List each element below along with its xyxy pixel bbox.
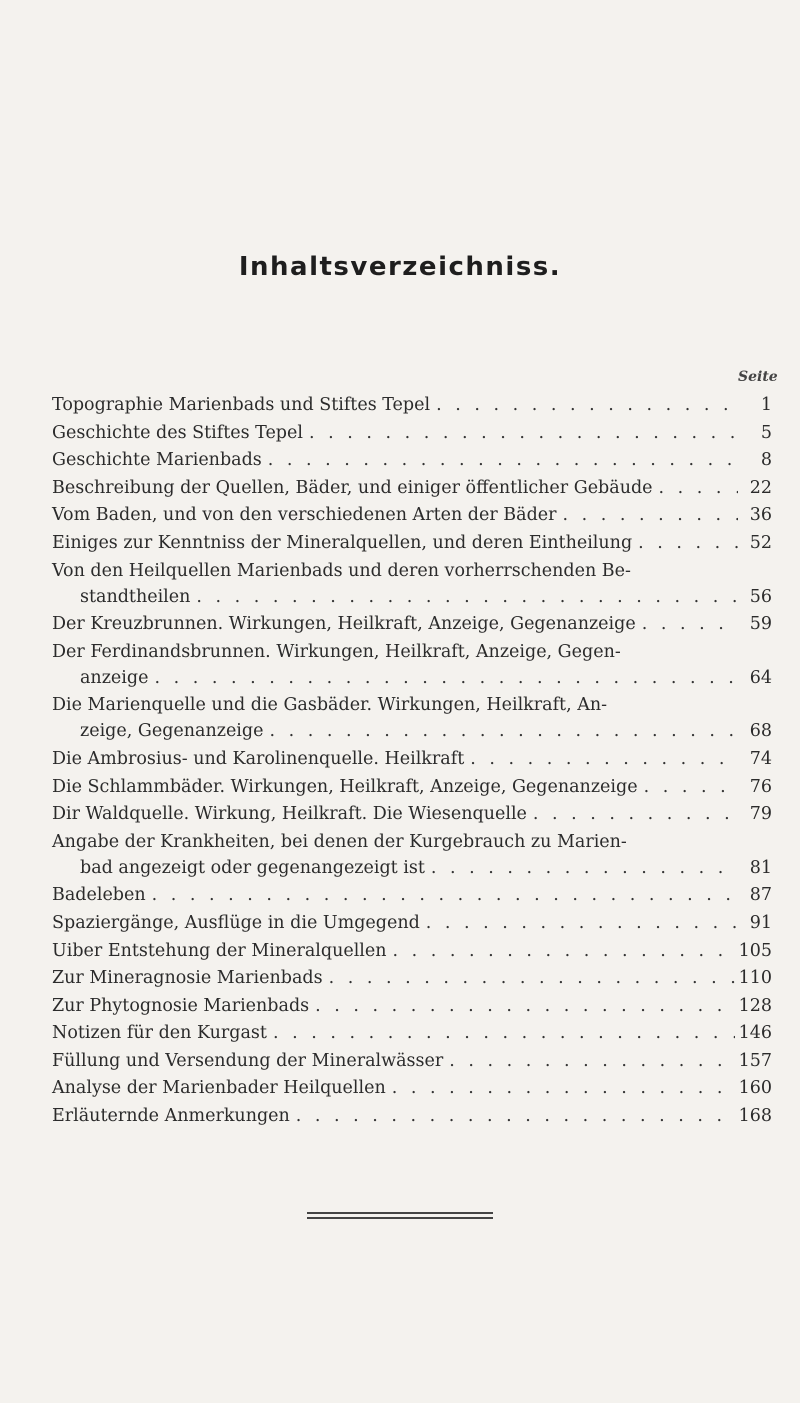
dot-leader <box>303 420 738 446</box>
dot-leader <box>146 882 738 908</box>
toc-entry <box>52 993 772 1019</box>
dot-leader <box>148 665 738 691</box>
toc-page-number: 59 <box>749 614 772 635</box>
toc-entry-title: Notizen für den Kurgast <box>52 1023 267 1044</box>
toc-entry-title-continuation: bad angezeigt oder gegenangezeigt ist <box>80 857 425 878</box>
toc-entry-line <box>52 447 772 473</box>
dot-leader <box>443 1048 734 1074</box>
dot-leader <box>387 938 735 964</box>
toc-entry <box>52 502 772 528</box>
toc-entry <box>52 611 772 637</box>
toc-entry <box>52 910 772 936</box>
toc-entry-line <box>52 392 772 418</box>
toc-page-number: 36 <box>749 505 772 526</box>
toc-entry <box>52 746 772 772</box>
toc-entry <box>52 1103 772 1129</box>
toc-entry <box>52 774 772 800</box>
toc-entry-title: Die Marienquelle und die Gasbäder. Wirkungen, Heilkraft, An- <box>52 695 608 716</box>
closing-rule-top <box>307 1212 493 1214</box>
toc-entry-line <box>52 530 772 556</box>
toc-entry-title: Badeleben <box>52 885 146 906</box>
toc-entry <box>52 1020 772 1046</box>
toc-entry-title: Der Ferdinandsbrunnen. Wirkungen, Heilkraft, Anzeige, Gegen- <box>52 641 621 662</box>
toc-entry-title: Füllung und Versendung der Mineralwässer <box>52 1050 444 1071</box>
toc-entry-line <box>52 639 772 665</box>
toc-entry-line <box>52 502 772 528</box>
toc-entry-title: Erläuternde Anmerkungen <box>52 1106 290 1127</box>
toc-entry-line <box>52 692 772 718</box>
toc-entry <box>52 829 772 881</box>
page-column-label: Seite <box>738 369 778 385</box>
toc-entry-line <box>52 774 772 800</box>
dot-leader <box>420 910 738 936</box>
toc-page-number: 52 <box>749 532 772 553</box>
toc-entry <box>52 558 772 610</box>
toc-entry-title: Zur Mineragnosie Marienbads <box>52 968 323 989</box>
toc-entry <box>52 392 772 418</box>
toc-page-number: 110 <box>738 968 772 989</box>
toc-entry-line <box>52 829 772 855</box>
dot-leader <box>386 1075 735 1101</box>
toc-entry-line <box>52 910 772 936</box>
toc-entry-line <box>52 1075 772 1101</box>
toc-entry-title: Uiber Entstehung der Mineralquellen <box>52 940 387 961</box>
toc-page-number: 8 <box>760 450 772 471</box>
toc-page-number: 79 <box>749 804 772 825</box>
toc-page-number: 146 <box>738 1023 772 1044</box>
dot-leader <box>425 855 738 881</box>
toc-entry <box>52 475 772 501</box>
toc-entry <box>52 882 772 908</box>
dot-leader <box>267 1020 735 1046</box>
toc-entry-title: Zur Phytognosie Marienbads <box>52 995 310 1016</box>
toc-page-number: 81 <box>749 857 772 878</box>
toc-entry-title: Dir Waldquelle. Wirkung, Heilkraft. Die Wiesenquelle <box>52 804 527 825</box>
toc-page-number: 160 <box>738 1078 772 1099</box>
toc-page-number: 76 <box>749 776 772 797</box>
dot-leader <box>309 993 734 1019</box>
table-of-contents <box>52 392 772 1131</box>
toc-entry-title: Geschichte Marienbads <box>52 450 262 471</box>
toc-entry-continuation-line <box>52 584 772 610</box>
dot-leader <box>190 584 738 610</box>
dot-leader <box>527 801 738 827</box>
toc-page-number: 68 <box>749 721 772 742</box>
toc-entry <box>52 639 772 691</box>
toc-page-number: 56 <box>749 586 772 607</box>
toc-entry <box>52 1075 772 1101</box>
toc-page-number: 157 <box>738 1050 772 1071</box>
toc-entry-title: Die Ambrosius- und Karolinenquelle. Heilkraft <box>52 748 465 769</box>
toc-page-number: 5 <box>760 422 772 443</box>
page-title: Inhaltsverzeichniss. <box>238 252 562 282</box>
toc-entry <box>52 1048 772 1074</box>
toc-entry-continuation-line <box>52 855 772 881</box>
toc-page-number: 105 <box>738 940 772 961</box>
dot-leader <box>632 530 738 556</box>
toc-entry-line <box>52 1048 772 1074</box>
toc-entry-continuation-line <box>52 718 772 744</box>
toc-page-number: 87 <box>749 885 772 906</box>
toc-entry-line <box>52 420 772 446</box>
toc-entry-line <box>52 882 772 908</box>
toc-entry-title: Einiges zur Kenntniss der Mineralquellen, und deren Eintheilung <box>52 532 633 553</box>
dot-leader <box>263 718 738 744</box>
toc-page-number: 74 <box>749 748 772 769</box>
toc-entry-title: Von den Heilquellen Marienbads und deren vorherrschenden Be- <box>52 560 631 581</box>
closing-rule-bottom <box>307 1217 493 1219</box>
toc-entry-title: Beschreibung der Quellen, Bäder, und einiger öffentlicher Gebäude <box>52 477 653 498</box>
toc-entry <box>52 938 772 964</box>
toc-entry-title-continuation: zeige, Gegenanzeige <box>80 721 264 742</box>
dot-leader <box>430 392 738 418</box>
toc-entry <box>52 447 772 473</box>
toc-entry-title: Die Schlammbäder. Wirkungen, Heilkraft, Anzeige, Gegenanzeige <box>52 776 638 797</box>
toc-page-number: 91 <box>749 912 772 933</box>
toc-entry-line <box>52 475 772 501</box>
toc-entry-title: Topographie Marienbads und Stiftes Tepel <box>52 395 431 415</box>
toc-entry <box>52 420 772 446</box>
dot-leader <box>557 502 739 528</box>
toc-entry-line <box>52 965 772 991</box>
toc-entry <box>52 530 772 556</box>
toc-entry-line <box>52 801 772 827</box>
toc-entry-line <box>52 611 772 637</box>
toc-entry-title-continuation: anzeige <box>80 667 149 688</box>
dot-leader <box>290 1103 735 1129</box>
dot-leader <box>323 965 735 991</box>
toc-page-number: 64 <box>749 667 772 688</box>
dot-leader <box>464 746 738 772</box>
toc-entry-title: Geschichte des Stiftes Tepel <box>52 422 303 443</box>
toc-entry-line <box>52 938 772 964</box>
toc-entry-line <box>52 993 772 1019</box>
toc-entry-title: Analyse der Marienbader Heilquellen <box>52 1078 386 1099</box>
toc-entry-title: Vom Baden, und von den verschiedenen Arten der Bäder <box>52 505 557 526</box>
toc-entry-line <box>52 1020 772 1046</box>
toc-page-number: 128 <box>738 995 772 1016</box>
toc-entry-line <box>52 746 772 772</box>
toc-entry-title: Der Kreuzbrunnen. Wirkungen, Heilkraft, Anzeige, Gegenanzeige <box>52 614 636 635</box>
toc-entry-continuation-line <box>52 665 772 691</box>
toc-entry-title: Spaziergänge, Ausflüge in die Umgegend <box>52 912 420 933</box>
toc-entry-line <box>52 1103 772 1129</box>
toc-page-number: 22 <box>749 477 772 498</box>
dot-leader <box>653 475 738 501</box>
toc-entry <box>52 692 772 744</box>
dot-leader <box>636 611 738 637</box>
toc-entry-title-continuation: standtheilen <box>80 586 191 607</box>
toc-page-number: 1 <box>760 395 772 415</box>
dot-leader <box>638 774 738 800</box>
toc-entry <box>52 801 772 827</box>
toc-entry-line <box>52 558 772 584</box>
toc-entry <box>52 965 772 991</box>
toc-entry-title: Angabe der Krankheiten, bei denen der Kurgebrauch zu Marien- <box>52 831 627 852</box>
dot-leader <box>262 447 738 473</box>
toc-page-number: 168 <box>738 1106 772 1127</box>
